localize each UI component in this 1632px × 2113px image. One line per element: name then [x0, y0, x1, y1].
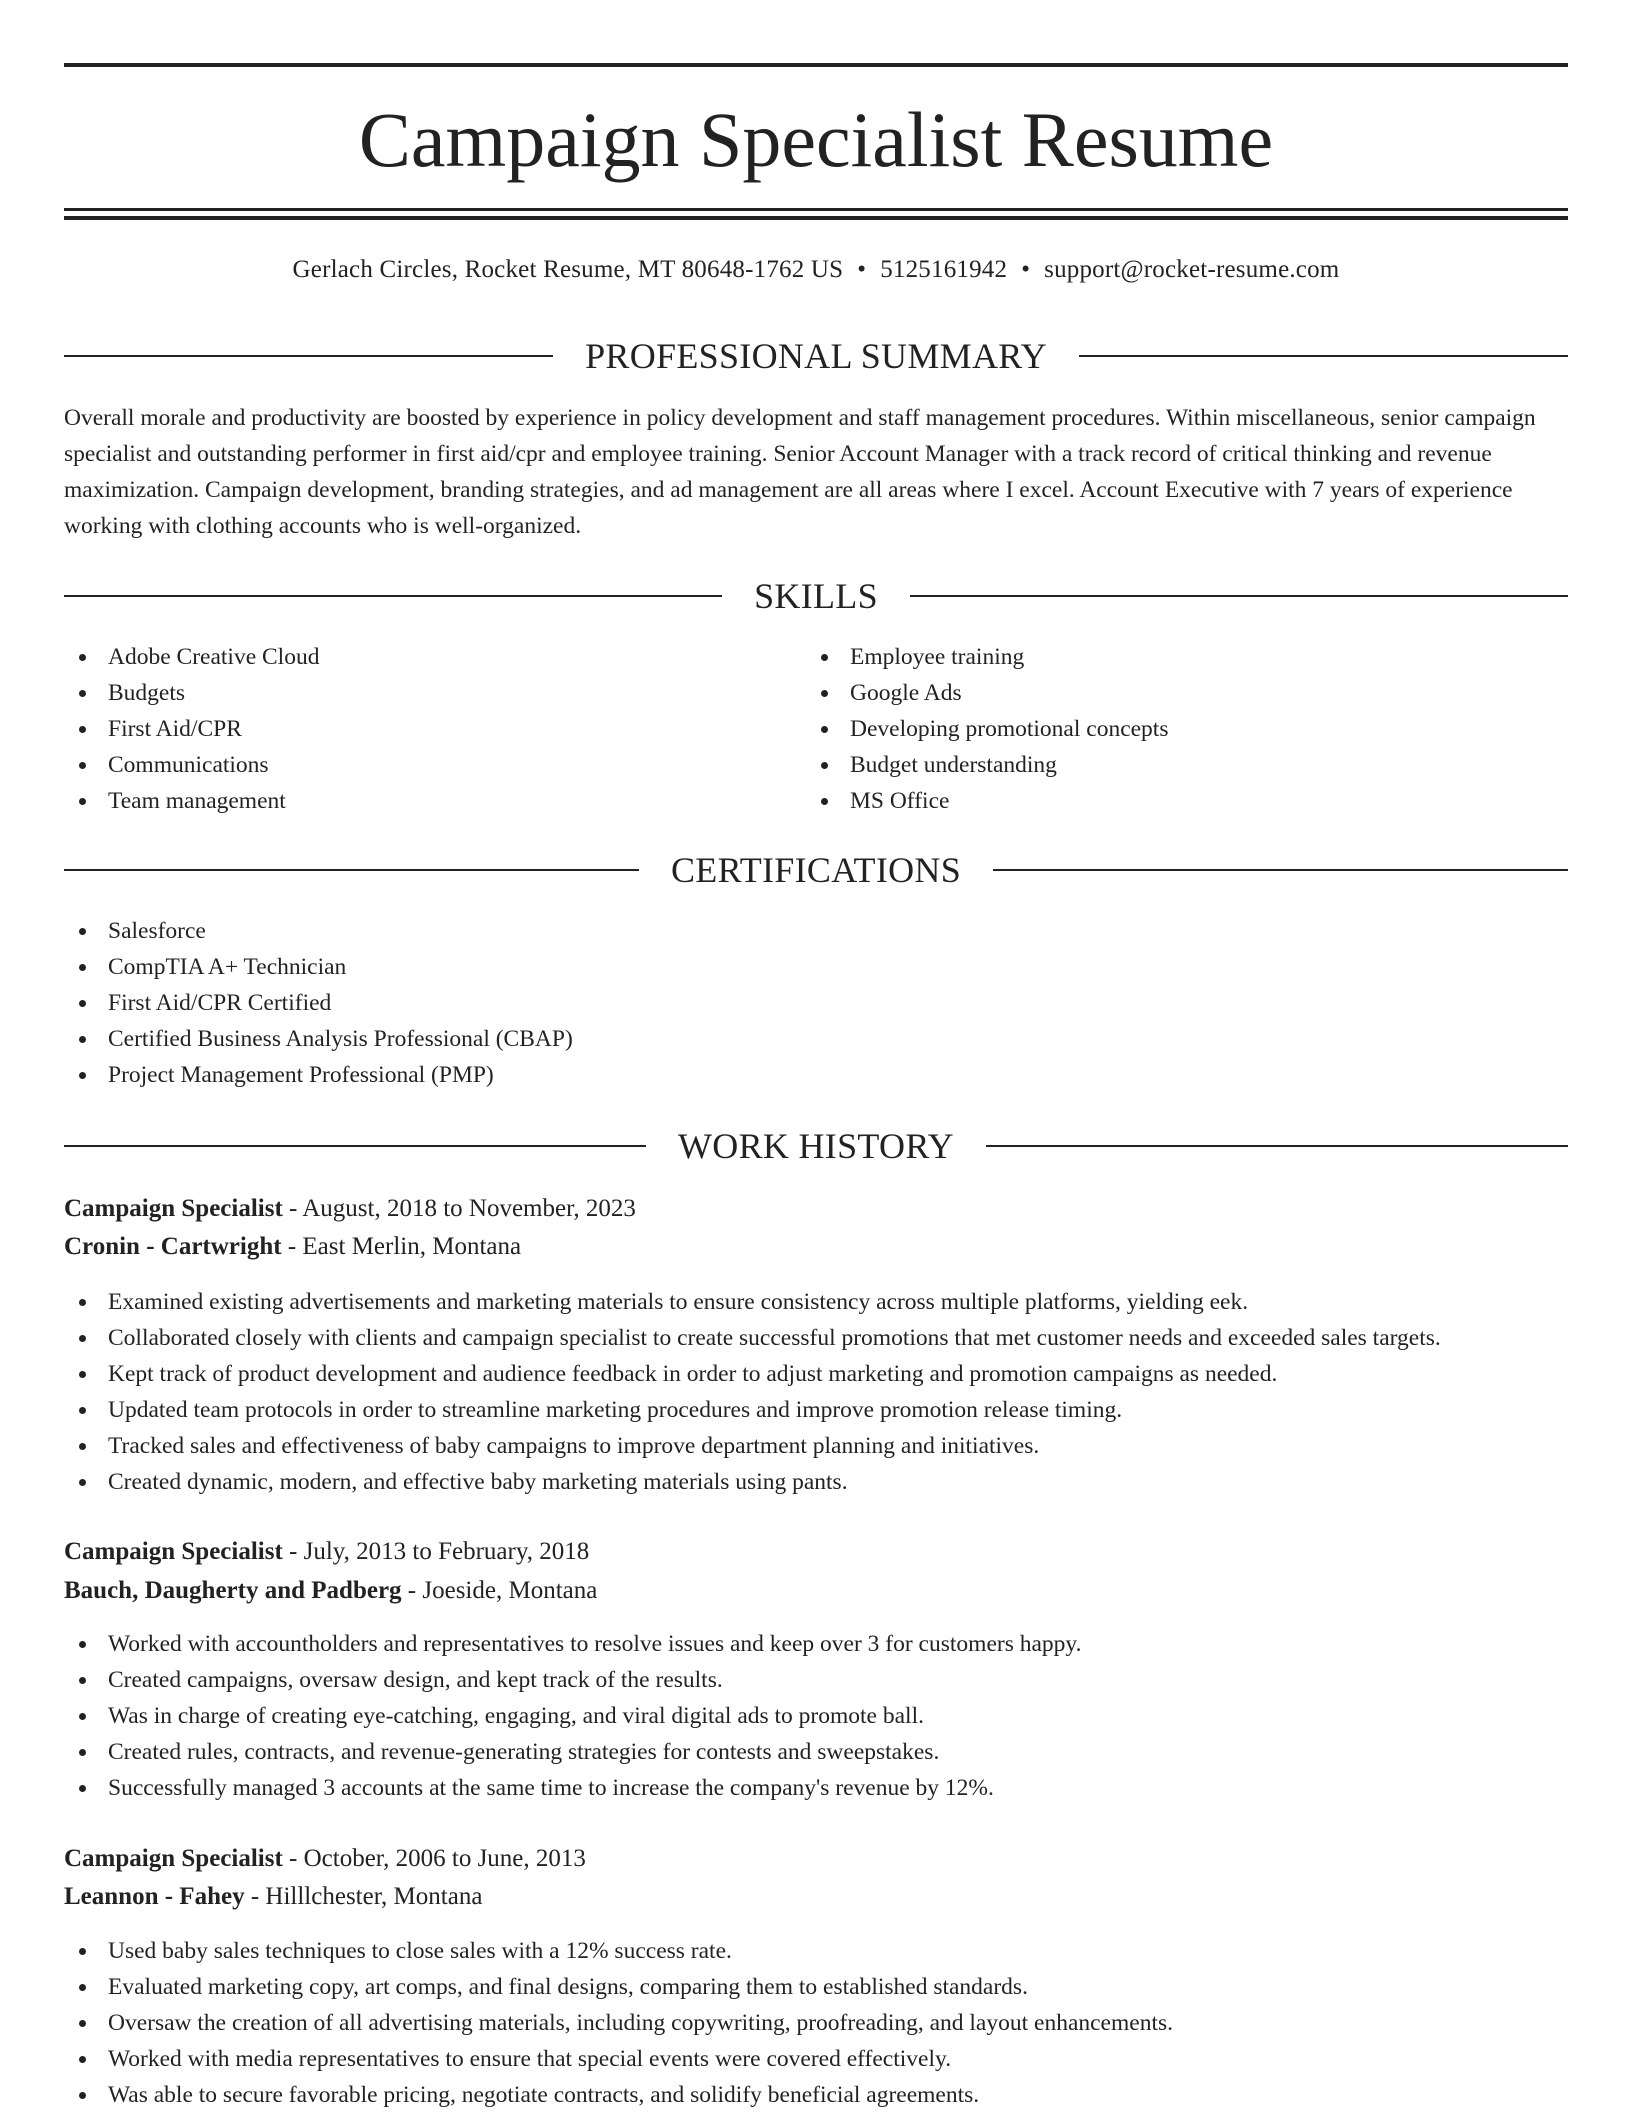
- certification-item: CompTIA A+ Technician: [64, 949, 573, 985]
- job-bullets: [64, 1284, 1441, 1500]
- contact-line: [64, 252, 1568, 288]
- contact-separator: •: [857, 256, 867, 283]
- heading-rule: [1079, 355, 1568, 357]
- contact-phone: 5125161942: [880, 256, 1008, 283]
- job-company-line: [64, 1572, 1568, 1610]
- work-history-heading-label: WORK HISTORY: [678, 1126, 954, 1166]
- job-company: Leannon - Fahey: [64, 1883, 245, 1910]
- certification-item: Project Management Professional (PMP): [64, 1057, 573, 1093]
- job-bullet: Kept track of product development and audience feedback in order to adjust marketing and promotion campaigns as needed.: [64, 1356, 1441, 1392]
- summary-heading: [64, 334, 1568, 378]
- skill-item: Developing promotional concepts: [806, 711, 1168, 747]
- summary-text: Overall morale and productivity are boosted by experience in policy development and staff management procedures. Within miscellaneous, senior campaign specialist and outstanding performer in first aid/cpr and employee training. Senior Account Manager with a track record of critical thinking and revenue maximization. Campaign development, branding strategies, and ad management are all areas where I excel. Account Executive with 7 years of experience working with clothing accounts who is well-organized.: [64, 405, 1536, 539]
- job-bullet: Worked with media representatives to ensure that special events were covered effectively.: [64, 2041, 1173, 2077]
- skills-list-right: [806, 639, 1168, 819]
- job-company: Cronin - Cartwright: [64, 1233, 282, 1260]
- skills-list-left: [64, 639, 319, 819]
- skill-item: First Aid/CPR: [64, 711, 319, 747]
- job-bullet: Examined existing advertisements and marketing materials to ensure consistency across multiple platforms, yielding eek.: [64, 1284, 1441, 1320]
- job-title-line: [64, 1533, 1568, 1571]
- contact-email: support@rocket-resume.com: [1044, 256, 1340, 283]
- job-bullet: Tracked sales and effectiveness of baby campaigns to improve department planning and initiatives.: [64, 1428, 1441, 1464]
- job-location: - Hilllchester, Montana: [244, 1883, 483, 1910]
- skill-item: Communications: [64, 747, 319, 783]
- job-bullet: Created rules, contracts, and revenue-generating strategies for contests and sweepstakes.: [64, 1734, 1082, 1770]
- job-company: Bauch, Daugherty and Padberg: [64, 1577, 402, 1604]
- job-bullet: Was able to secure favorable pricing, negotiate contracts, and solidify beneficial agreements.: [64, 2077, 1173, 2113]
- job-bullet: Created dynamic, modern, and effective baby marketing materials using pants.: [64, 1464, 1441, 1500]
- job-location: - East Merlin, Montana: [281, 1233, 522, 1260]
- skill-item: Budgets: [64, 675, 319, 711]
- certifications-heading: [64, 848, 1568, 892]
- job-title: Campaign Specialist: [64, 1845, 283, 1872]
- job-bullet: Was in charge of creating eye-catching, engaging, and viral digital ads to promote ball.: [64, 1698, 1082, 1734]
- skill-item: Team management: [64, 783, 319, 819]
- job-company-line: [64, 1878, 1568, 1916]
- job-title-line: [64, 1840, 1568, 1878]
- job-bullet: Collaborated closely with clients and campaign specialist to create successful promotions that met customer needs and exceeded sales targets.: [64, 1320, 1441, 1356]
- job-bullets: [64, 1933, 1173, 2113]
- skill-item: Adobe Creative Cloud: [64, 639, 319, 675]
- certification-item: Certified Business Analysis Professional (CBAP): [64, 1021, 573, 1057]
- heading-rule: [64, 355, 553, 357]
- heading-rule: [986, 1145, 1568, 1147]
- job-title-line: [64, 1190, 1568, 1228]
- certification-item: Salesforce: [64, 913, 573, 949]
- heading-rule: [993, 869, 1568, 871]
- job-bullet: Worked with accountholders and representatives to resolve issues and keep over 3 for customers happy.: [64, 1626, 1082, 1662]
- job-bullet: Oversaw the creation of all advertising materials, including copywriting, proofreading, and layout enhancements.: [64, 2005, 1173, 2041]
- summary-heading-label: PROFESSIONAL SUMMARY: [585, 336, 1047, 376]
- title-double-rule: [64, 208, 1568, 220]
- skill-item: Employee training: [806, 639, 1168, 675]
- job-bullet: Successfully managed 3 accounts at the same time to increase the company's revenue by 12%.: [64, 1770, 1082, 1806]
- job-bullet: Created campaigns, oversaw design, and kept track of the results.: [64, 1662, 1082, 1698]
- heading-rule: [64, 595, 722, 597]
- certifications-heading-label: CERTIFICATIONS: [670, 850, 962, 890]
- certification-item: First Aid/CPR Certified: [64, 985, 573, 1021]
- heading-rule: [910, 595, 1568, 597]
- contact-address: Gerlach Circles, Rocket Resume, MT 80648-1762 US: [292, 256, 844, 283]
- work-history-heading: [64, 1124, 1568, 1168]
- skill-item: Budget understanding: [806, 747, 1168, 783]
- job-bullet: Used baby sales techniques to close sales with a 12% success rate.: [64, 1933, 1173, 1969]
- skills-heading-label: SKILLS: [754, 576, 878, 616]
- job-title: Campaign Specialist: [64, 1195, 283, 1222]
- contact-separator: •: [1021, 256, 1031, 283]
- heading-rule: [64, 1145, 646, 1147]
- skill-item: Google Ads: [806, 675, 1168, 711]
- job-title: Campaign Specialist: [64, 1538, 283, 1565]
- certifications-list: [64, 913, 573, 1093]
- page-title: Campaign Specialist Resume: [358, 96, 1274, 183]
- job-dates: - July, 2013 to February, 2018: [282, 1538, 590, 1565]
- job-bullet: Evaluated marketing copy, art comps, and final designs, comparing them to established standards.: [64, 1969, 1173, 2005]
- job-bullet: Updated team protocols in order to streamline marketing procedures and improve promotion release timing.: [64, 1392, 1441, 1428]
- job-company-line: [64, 1228, 1568, 1266]
- job-bullets: [64, 1626, 1082, 1806]
- top-rule: [64, 63, 1568, 67]
- job-dates: - August, 2018 to November, 2023: [282, 1195, 636, 1222]
- job-location: - Joeside, Montana: [401, 1577, 598, 1604]
- skills-heading: [64, 574, 1568, 618]
- heading-rule: [64, 869, 639, 871]
- skill-item: MS Office: [806, 783, 1168, 819]
- job-dates: - October, 2006 to June, 2013: [282, 1845, 586, 1872]
